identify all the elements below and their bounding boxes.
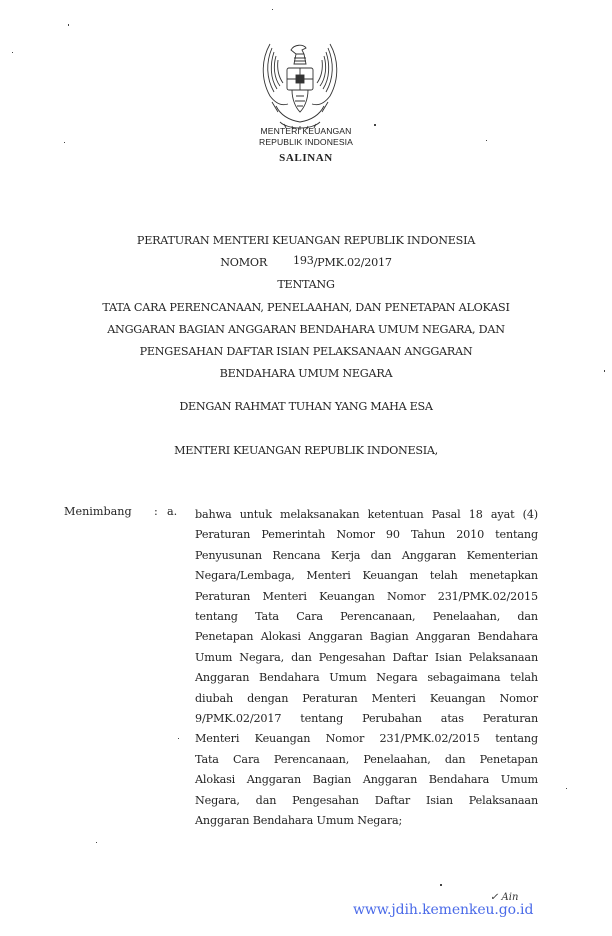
consideration-a-text [195, 505, 538, 832]
considerations-label: Menimbang [64, 505, 132, 518]
nomor-suffix: /PMK.02/2017 [313, 256, 392, 270]
scan-speck [68, 24, 69, 26]
scan-speck [12, 52, 13, 53]
subject-line: ANGGARAN BAGIAN ANGGARAN BENDAHARA UMUM NEGARA, DAN [107, 322, 505, 336]
regulation-title [0, 230, 612, 385]
initials-paraf: ✓ Ain [490, 892, 519, 903]
considerations-colon: : [154, 505, 158, 518]
subject-line: TATA CARA PERENCANAAN, PENELAAHAN, DAN PENETAPAN ALOKASI [102, 300, 510, 314]
letterhead-ministry: MENTERI KEUANGAN [260, 126, 352, 136]
nomor-label: NOMOR [220, 256, 267, 270]
text-line: Penyusunan Rencana Kerja dan Anggaran Kementerian [195, 548, 538, 562]
regulation-number [0, 252, 612, 274]
text-line: bahwa untuk melaksanakan ketentuan Pasal 18 ayat (4) [195, 508, 538, 521]
garuda-emblem-icon [258, 38, 342, 136]
text-line: 9/PMK.02/2017 tentang Perubahan atas Peraturan [195, 712, 538, 726]
text-line: diubah dengan Peraturan Menteri Keuangan Nomor [195, 691, 538, 705]
text-line: Penetapan Alokasi Anggaran Bagian Anggaran Bendahara [195, 630, 538, 644]
text-line: Negara, dan Pengesahan Daftar Isian Pelaksanaan [195, 793, 538, 807]
scan-speck [374, 124, 376, 126]
text-line: tentang Tata Cara Perencanaan, Penelaahan, dan [195, 610, 538, 624]
scan-speck [486, 140, 487, 141]
copy-stamp: SALINAN [279, 152, 333, 164]
tentang-label: TENTANG [277, 278, 335, 292]
text-line: Anggaran Bendahara Umum Negara; [195, 814, 403, 828]
text-line: Peraturan Menteri Keuangan Nomor 231/PMK.02/2015 [195, 589, 538, 603]
authority-line: MENTERI KEUANGAN REPUBLIK INDONESIA, [174, 444, 438, 457]
text-line: Menteri Keuangan Nomor 231/PMK.02/2015 tentang [195, 732, 538, 746]
nomor-number: 193 [293, 254, 314, 268]
regulation-heading: PERATURAN MENTERI KEUANGAN REPUBLIK INDONESIA [136, 234, 476, 247]
invocation: DENGAN RAHMAT TUHAN YANG MAHA ESA [179, 400, 433, 413]
text-line: Negara/Lembaga, Menteri Keuangan telah menetapkan [195, 569, 538, 583]
scan-speck [566, 788, 567, 789]
text-line: Tata Cara Perencanaan, Penelaahan, dan Penetapan [195, 752, 538, 766]
scan-speck [64, 142, 65, 143]
jdih-website-link[interactable]: www.jdih.kemenkeu.go.id [353, 902, 534, 918]
text-line: Peraturan Pemerintah Nomor 90 Tahun 2010 tentang [195, 528, 538, 542]
item-marker: a. [167, 505, 178, 518]
text-line: Umum Negara, dan Pengesahan Daftar Isian Pelaksanaan [195, 650, 538, 664]
scan-speck [272, 9, 273, 10]
scan-speck [96, 842, 97, 843]
scan-speck [604, 370, 605, 372]
letterhead-country: REPUBLIK INDONESIA [259, 137, 353, 147]
scan-speck [178, 738, 179, 739]
subject-line: PENGESAHAN DAFTAR ISIAN PELAKSANAAN ANGGARAN [139, 345, 473, 359]
subject-line: BENDAHARA UMUM NEGARA [219, 367, 393, 381]
scan-speck [440, 884, 442, 886]
text-line: Anggaran Bendahara Umum Negara sebagaimana telah [195, 671, 538, 685]
text-line: Alokasi Anggaran Bagian Anggaran Bendahara Umum [195, 773, 538, 787]
